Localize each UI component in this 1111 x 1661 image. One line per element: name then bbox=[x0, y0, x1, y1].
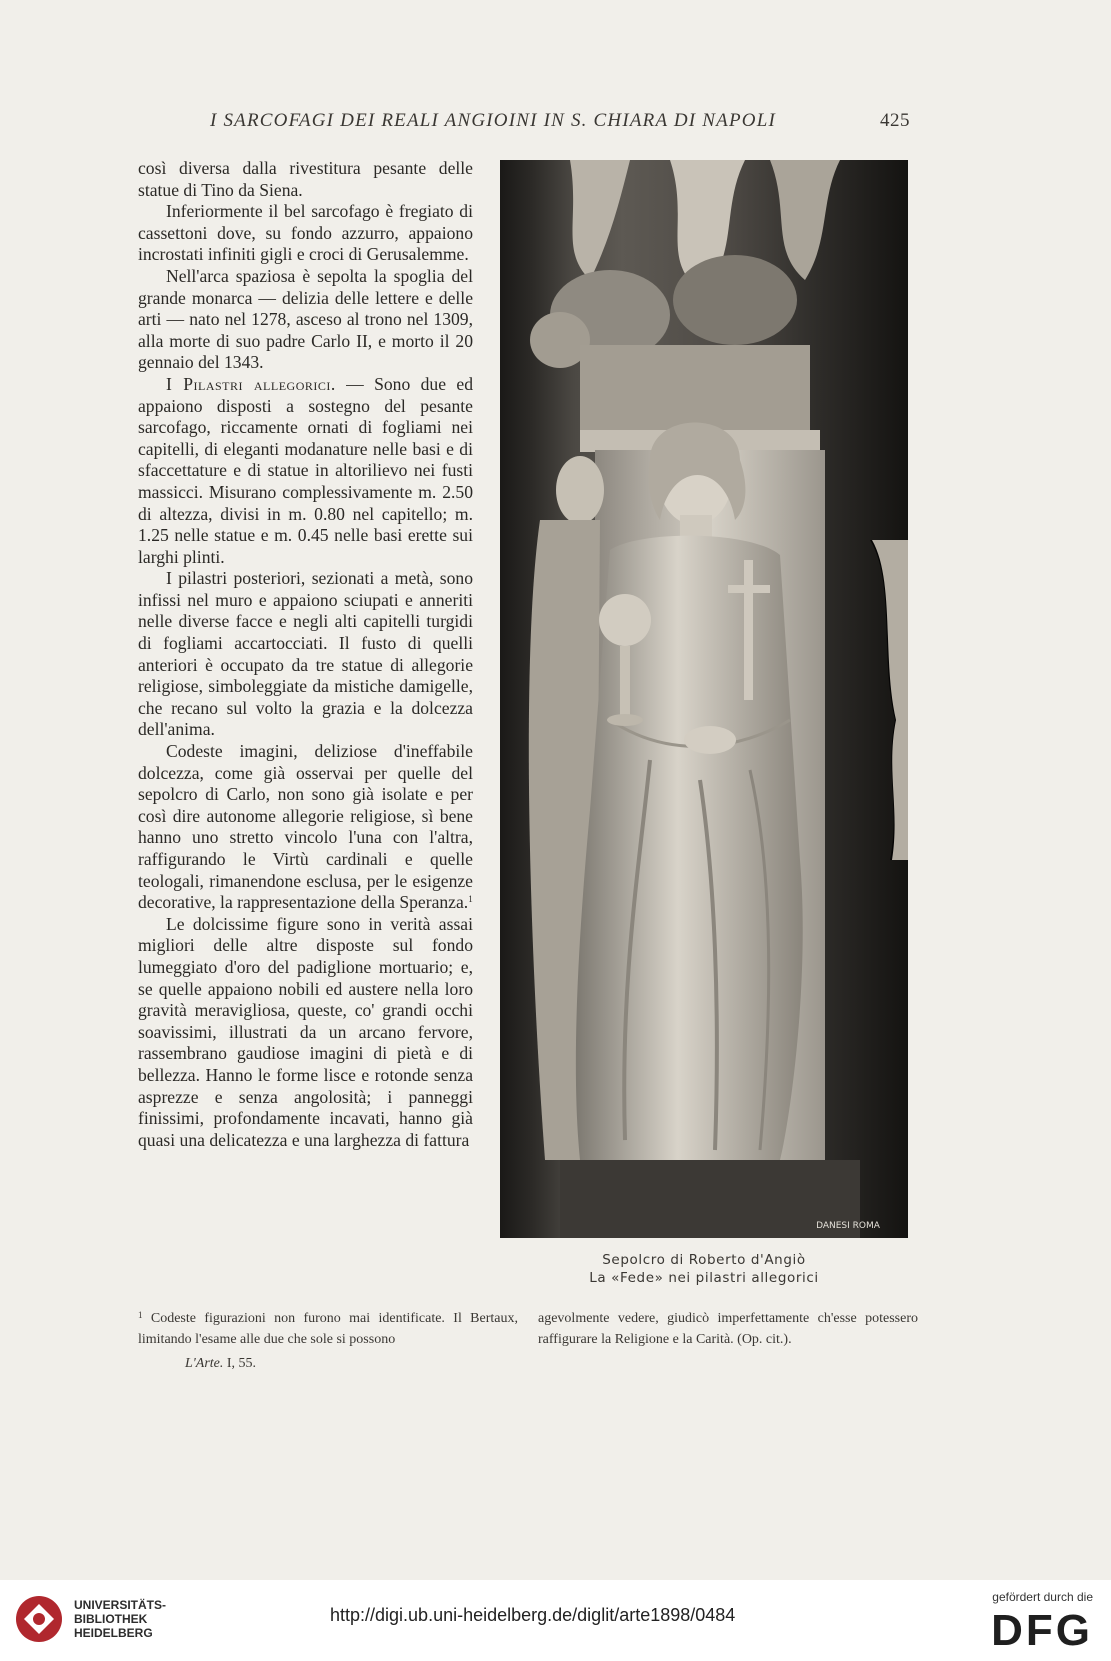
library-logo-icon bbox=[14, 1594, 64, 1644]
library-line-2: BIBLIOTHEK bbox=[74, 1612, 148, 1626]
paragraph-4-text: — Sono due ed appaiono disposti a sostegno del pesante sarcofago, riccamente ornati di fogliami nei capitelli, di eleganti modanature nelle basi e di sfaccettature e di statue in altorilievo nei fusti massicci. Misurano complessivamente m. 2.50 di altezza, divisi in m. 0.80 nel capitello; m. 1.25 nelle statue e m. 0.45 nelle basi erette sui larghi plinti. bbox=[138, 373, 474, 567]
section-heading: I Pilastri allegorici. bbox=[166, 373, 336, 394]
caption-line-1: Sepolcro di Roberto d'Angiò bbox=[602, 1252, 806, 1268]
paragraph-4 bbox=[138, 374, 473, 568]
paragraph-7: Le dolcissime figure sono in verità assai migliori delle altre disposte sul fondo lumeggiato d'oro del padiglione mortuario; e, se quelle appaiono nobili ed austere nella loro gravità meravigliosa, queste, co' grandi occhi soavissimi, illustrati da un arcano fervore, rassembrano gaudiose imagini di pietà e di bellezza. Hanno le forme lisce e rotonde senza asprezze e senza angolosità; i panneggi finissimi, profondamente incavati, hanno già quasi una delicatezza e una larghezza di fattura bbox=[138, 913, 473, 1150]
sculpture-illustration bbox=[500, 160, 908, 1238]
figure-caption bbox=[500, 1251, 908, 1287]
signature bbox=[185, 1356, 256, 1372]
caption-line-2: La «Fede» nei pilastri allegorici bbox=[589, 1270, 819, 1286]
paragraph-5: I pilastri posteriori, sezionati a metà, sono infissi nel muro e appaiono sciupati e anneriti nelle diverse facce e negli alti capitelli turgidi di fogliami accartocciati. Il fusto di quelli anteriori è occupato da tre statue di allegorie religiose, simboleggiate da mistiche damigelle, che recano sul volto la grazia e la dolcezza dell'anima. bbox=[138, 568, 473, 740]
page-number: 425 bbox=[880, 110, 910, 131]
journal-ref: I, 55. bbox=[223, 1356, 257, 1371]
footnote-ref: 1 bbox=[468, 894, 473, 905]
funding-label: gefördert durch die bbox=[992, 1590, 1093, 1604]
body-text-column bbox=[138, 158, 473, 1151]
sculpture-photo bbox=[500, 160, 908, 1238]
library-line-3: HEIDELBERG bbox=[74, 1626, 153, 1640]
footnote-right: agevolmente vedere, giudicò imperfettamente ch'esse potessero raffigurare la Religione e la Carità. (Op. cit.). bbox=[538, 1311, 918, 1347]
footnote-left-text: Codeste figurazioni non furono mai identificate. Il Bertaux, limitando l'esame alle due che sole si possono bbox=[138, 1311, 518, 1347]
footer-bar bbox=[0, 1580, 1111, 1661]
paragraph-3: Nell'arca spaziosa è sepolta la spoglia del grande monarca — delizia delle lettere e delle arti — nato nel 1278, asceso al trono nel 1309, alla morte di suo padre Carlo II, e morto il 20 gennaio del 1343. bbox=[138, 265, 473, 373]
footnote-left bbox=[138, 1308, 518, 1350]
running-title: I SARCOFAGI DEI REALI ANGIOINI IN S. CHIARA DI NAPOLI bbox=[210, 110, 776, 131]
dfg-logo: DFG bbox=[991, 1606, 1093, 1655]
journal-name: L'Arte. bbox=[185, 1356, 224, 1371]
paragraph-6 bbox=[138, 741, 473, 914]
footnote-marker: 1 bbox=[138, 1310, 143, 1320]
photo-credit: DANESI ROMA bbox=[816, 1221, 880, 1231]
source-url-link[interactable]: http://digi.ub.uni-heidelberg.de/diglit/arte1898/0484 bbox=[330, 1605, 736, 1625]
paragraph-1: così diversa dalla rivestitura pesante delle statue di Tino da Siena. bbox=[138, 158, 473, 200]
library-line-1: UNIVERSITÄTS- bbox=[74, 1598, 167, 1612]
paragraph-6-text: Codeste imagini, deliziose d'ineffabile dolcezza, come già osservai per quelle del sepolcro di Carlo, non sono già isolate e per così dire autonome allegorie religiose, sì bene hanno uno stretto vincolo l'una con l'altra, raffigurando le Virtù cardinali e quelle teologali, rimanendone esclusa, per le esigenze decorative, la rappresentazione della Speranza. bbox=[138, 741, 473, 913]
library-name bbox=[74, 1598, 166, 1640]
paragraph-2: Inferiormente il bel sarcofago è fregiato di cassettoni dove, su fondo azzurro, appaiono incrostati infiniti gigli e croci di Gerusalemme. bbox=[138, 201, 473, 265]
